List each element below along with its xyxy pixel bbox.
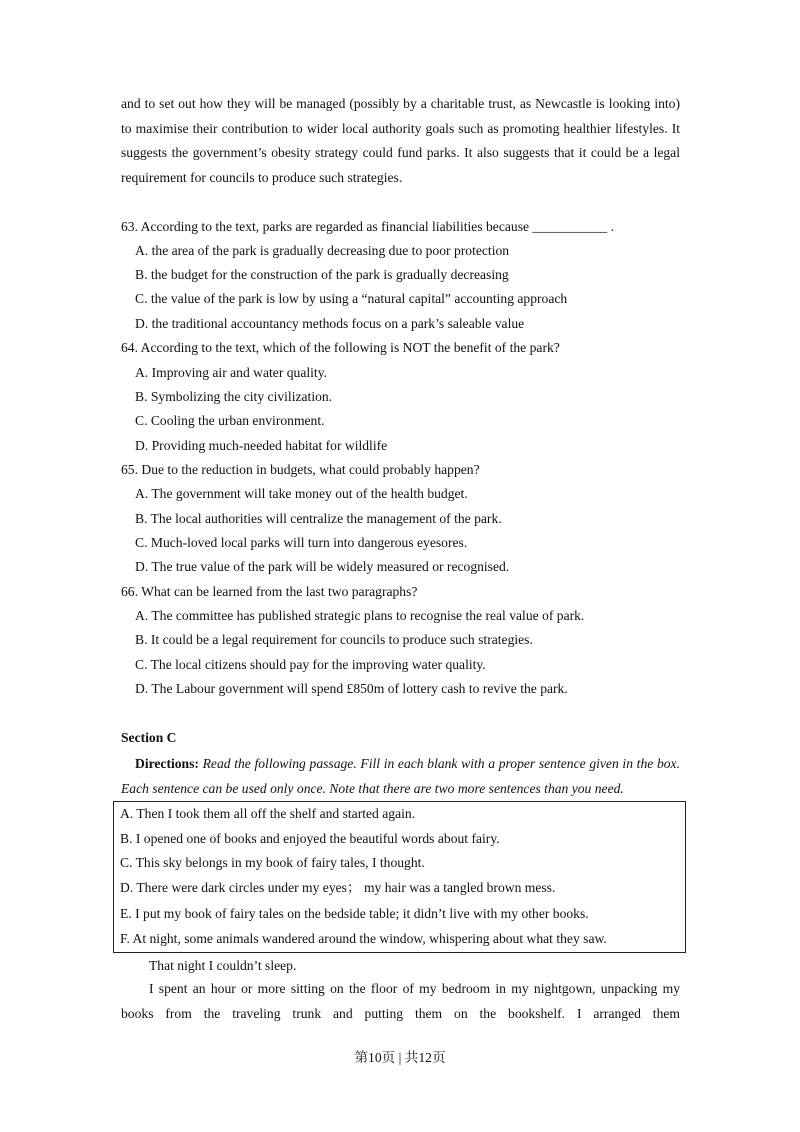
box-option-e: E. I put my book of fairy tales on the bedside table; it didn’t live with my other books. <box>120 906 589 921</box>
q63-option-c: C. the value of the park is low by using a “natural capital” accounting approach <box>135 291 568 306</box>
q63-option-b: B. the budget for the construction of the park is gradually decreasing <box>135 267 509 282</box>
page-footer: 第10页 | 共12页 <box>354 1050 446 1065</box>
directions-label: Directions: <box>135 756 199 771</box>
q65-option-d: D. The true value of the park will be widely measured or recognised. <box>135 559 510 574</box>
question-66: 66. What can be learned from the last two paragraphs? <box>121 584 418 599</box>
story-line-1: That night I couldn’t sleep. <box>149 958 297 973</box>
question-63: 63. According to the text, parks are regarded as financial liabilities because ___________ . <box>121 219 614 234</box>
q66-option-a: A. The committee has published strategic plans to recognise the real value of park. <box>135 608 585 623</box>
box-option-d: D. There were dark circles under my eyes； my hair was a tangled brown mess. <box>120 880 556 895</box>
q65-option-a: A. The government will take money out of the health budget. <box>135 486 468 501</box>
q64-option-a: A. Improving air and water quality. <box>135 365 328 380</box>
question-64: 64. According to the text, which of the following is NOT the benefit of the park? <box>121 340 560 355</box>
q63-option-d: D. the traditional accountancy methods focus on a park’s saleable value <box>135 316 525 331</box>
q64-option-c: C. Cooling the urban environment. <box>135 413 325 428</box>
question-65: 65. Due to the reduction in budgets, what could probably happen? <box>121 462 480 477</box>
box-option-f: F. At night, some animals wandered around the window, whispering about what they saw. <box>120 931 607 946</box>
story-paragraph: I spent an hour or more sitting on the floor of my bedroom in my nightgown, unpacking my books from the traveling trunk and putting them on the bookshelf. I arranged them <box>121 981 680 1021</box>
box-option-a: A. Then I took them all off the shelf and started again. <box>120 806 416 821</box>
directions-text: Read the following passage. Fill in each blank with a proper sentence given in the box. Each sentence can be used only once. Note that there are two more sentences than you need. <box>121 756 680 796</box>
q66-option-c: C. The local citizens should pay for the improving water quality. <box>135 657 486 672</box>
q64-option-d: D. Providing much-needed habitat for wildlife <box>135 438 388 453</box>
q65-option-c: C. Much-loved local parks will turn into dangerous eyesores. <box>135 535 468 550</box>
q63-option-a: A. the area of the park is gradually decreasing due to poor protection <box>135 243 510 258</box>
section-c-title: Section C <box>121 730 177 745</box>
box-option-b: B. I opened one of books and enjoyed the beautiful words about fairy. <box>120 831 500 846</box>
q64-option-b: B. Symbolizing the city civilization. <box>135 389 333 404</box>
box-option-c: C. This sky belongs in my book of fairy tales, I thought. <box>120 855 425 870</box>
q66-option-b: B. It could be a legal requirement for councils to produce such strategies. <box>135 632 533 647</box>
q66-option-d: D. The Labour government will spend £850m of lottery cash to revive the park. <box>135 681 568 696</box>
intro-paragraph: and to set out how they will be managed (possibly by a charitable trust, as Newcastle is looking into) to maximise their contribution to wider local authority goals such as promoting healthier lifestyles. It suggests the government’s obesity strategy could fund parks. It also suggests that it could be a legal requirement for councils to produce such strategies. <box>121 96 680 185</box>
directions <box>121 752 680 801</box>
sentence-options-box <box>113 801 686 953</box>
q65-option-b: B. The local authorities will centralize the management of the park. <box>135 511 502 526</box>
